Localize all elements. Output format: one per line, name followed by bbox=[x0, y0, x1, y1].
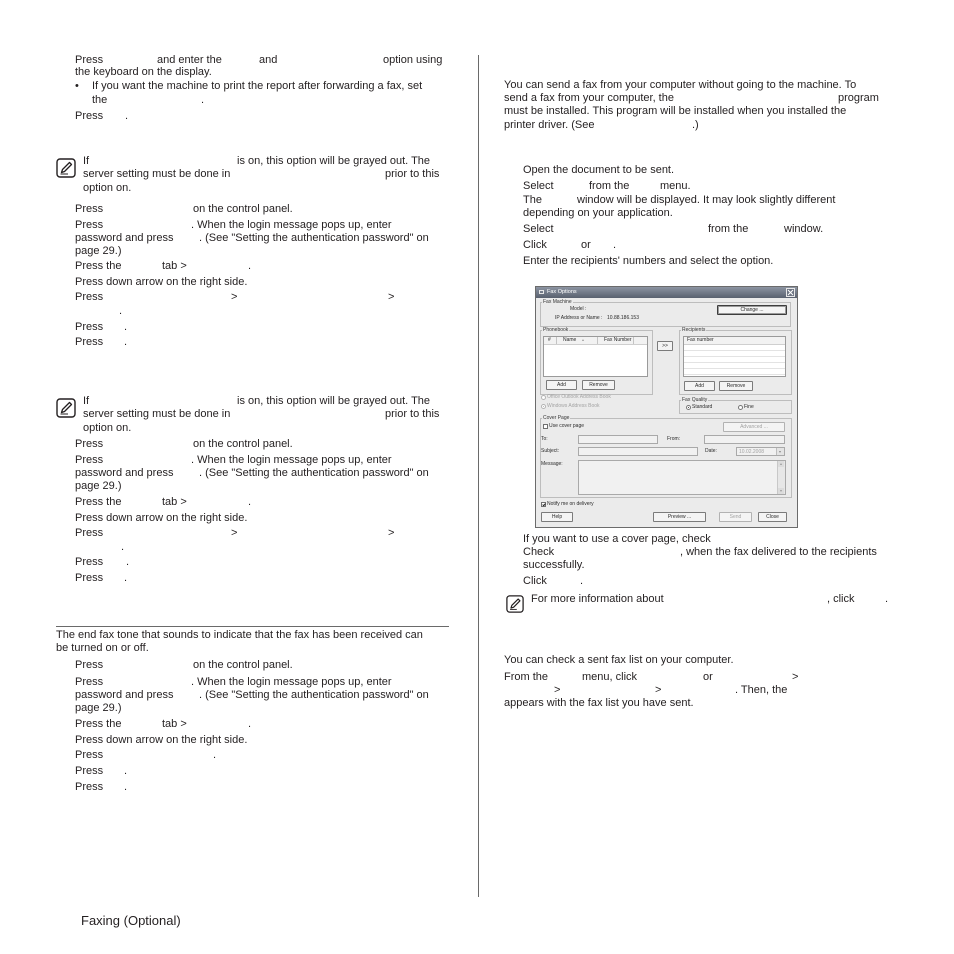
step-text: From the bbox=[504, 671, 549, 683]
intro-text: printer driver. (See bbox=[504, 119, 595, 131]
step-text: on the control panel. bbox=[193, 659, 293, 671]
phonebook-add-button[interactable]: Add bbox=[546, 380, 577, 390]
note-text: server setting must be done in bbox=[83, 168, 231, 180]
notify-on-delivery-label: Notify me on delivery bbox=[547, 501, 594, 507]
note-icon bbox=[56, 398, 76, 418]
step-text: . bbox=[248, 260, 252, 272]
bullet-text: If you want the machine to print the report after forwarding a fax, set bbox=[92, 80, 423, 92]
step-text: Open the document to be sent. bbox=[523, 164, 675, 176]
fax-options-dialog bbox=[535, 286, 798, 528]
step-text: Press bbox=[75, 527, 104, 539]
step-text: Press bbox=[75, 291, 104, 303]
step-text: Press down arrow on the right side. bbox=[75, 276, 248, 288]
recipients-rows bbox=[684, 345, 785, 376]
step-text: Press down arrow on the right side. bbox=[75, 734, 248, 746]
intro-text: program bbox=[838, 92, 879, 104]
note-text: server setting must be done in bbox=[83, 408, 231, 420]
recipients-list-header bbox=[684, 337, 785, 345]
column-header-number[interactable]: # bbox=[548, 337, 551, 343]
column-separator[interactable] bbox=[633, 337, 634, 344]
bullet: • bbox=[75, 80, 79, 92]
step-text: on the control panel. bbox=[193, 203, 293, 215]
step-text: or bbox=[703, 671, 713, 683]
step-text: Press the bbox=[75, 496, 122, 508]
column-divider bbox=[478, 55, 479, 897]
intro-text: be turned on or off. bbox=[56, 642, 149, 654]
step-text: password and press bbox=[75, 467, 174, 479]
step-text: from the bbox=[708, 223, 749, 235]
dialog-title: Fax Options bbox=[547, 289, 577, 295]
step-text: > bbox=[655, 684, 662, 696]
send-button[interactable]: Send bbox=[719, 512, 752, 522]
scroll-up-icon[interactable] bbox=[778, 461, 784, 467]
window-icon bbox=[539, 290, 544, 294]
step-text: Press bbox=[75, 321, 104, 333]
step-text: . (See "Setting the authentication password" on bbox=[199, 467, 429, 479]
to-field[interactable] bbox=[578, 435, 658, 444]
step-text: . bbox=[213, 749, 217, 761]
step-text: . When the login message pops up, enter bbox=[191, 219, 392, 231]
date-picker[interactable] bbox=[736, 447, 785, 456]
help-button[interactable]: Help bbox=[541, 512, 573, 522]
subject-field[interactable] bbox=[578, 447, 698, 456]
intro-text: .) bbox=[692, 119, 699, 131]
step-text: . bbox=[126, 556, 130, 568]
recipients-remove-button[interactable]: Remove bbox=[719, 381, 753, 391]
note-text: . bbox=[885, 593, 889, 605]
note-text: If bbox=[83, 155, 90, 167]
column-header-name[interactable]: Name bbox=[563, 337, 577, 343]
column-header-fax-number[interactable]: Fax Number bbox=[604, 337, 632, 343]
step-text: . (See "Setting the authentication password" on bbox=[199, 689, 429, 701]
step-text: . bbox=[580, 575, 584, 587]
recipients-label: Recipients bbox=[682, 327, 706, 333]
intro-text: send a fax from your computer, the bbox=[504, 92, 674, 104]
use-cover-page-label: Use cover page bbox=[549, 423, 585, 429]
step-text: Press bbox=[75, 454, 104, 466]
step-text: Press bbox=[75, 572, 104, 584]
ip-address-label: IP Address or Name : bbox=[555, 315, 603, 321]
step-text: > bbox=[792, 671, 799, 683]
note-text: For more information about bbox=[531, 593, 664, 605]
radio-standard-label: Standard bbox=[692, 404, 713, 410]
step-text: depending on your application. bbox=[523, 207, 673, 219]
step-text: . Then, the bbox=[735, 684, 788, 696]
step-text: password and press bbox=[75, 689, 174, 701]
step-text: page 29.) bbox=[75, 480, 122, 492]
step-text: > bbox=[554, 684, 561, 696]
message-label: Message: bbox=[541, 461, 563, 467]
note-icon bbox=[56, 158, 76, 178]
step-text: . bbox=[613, 239, 617, 251]
step-text: . bbox=[119, 305, 123, 317]
note-text: option on. bbox=[83, 422, 132, 434]
note-text: prior to this bbox=[385, 168, 440, 180]
close-icon[interactable] bbox=[786, 288, 795, 297]
message-field[interactable] bbox=[578, 460, 786, 495]
radio-fine-label: Fine bbox=[744, 404, 754, 410]
step-text: . bbox=[248, 718, 252, 730]
close-button[interactable]: Close bbox=[758, 512, 787, 522]
radio-fine[interactable] bbox=[738, 405, 743, 410]
step-text: > bbox=[231, 291, 238, 303]
step-text: Press bbox=[75, 749, 104, 761]
step-text: Press bbox=[75, 556, 104, 568]
step-text: Check bbox=[523, 546, 555, 558]
note-text: If bbox=[83, 395, 90, 407]
step-text: Click bbox=[523, 239, 547, 251]
step-text: Select bbox=[523, 180, 554, 192]
from-label: From: bbox=[667, 436, 681, 442]
subject-label: Subject: bbox=[541, 448, 560, 454]
advanced-button[interactable]: Advanced ... bbox=[723, 422, 785, 432]
date-label: Date: bbox=[705, 448, 717, 454]
intro-text: The end fax tone that sounds to indicate that the fax has been received can bbox=[56, 629, 423, 641]
step-text: appears with the fax list you have sent. bbox=[504, 697, 694, 709]
step-text: Enter the recipients' numbers and select the option. bbox=[523, 255, 774, 267]
use-cover-page-checkbox[interactable] bbox=[543, 424, 548, 429]
step-text: Press bbox=[75, 203, 104, 215]
step-text: Press the bbox=[75, 718, 122, 730]
step-text: menu, click bbox=[582, 671, 638, 683]
note-text: is on, this option will be grayed out. The bbox=[237, 395, 431, 407]
step-text: Press bbox=[75, 336, 104, 348]
step-text: tab > bbox=[162, 260, 187, 272]
step-text: Press bbox=[75, 219, 104, 231]
note-text: prior to this bbox=[385, 408, 440, 420]
step-text: on the control panel. bbox=[193, 438, 293, 450]
step-text: Press bbox=[75, 438, 104, 450]
step-text: . bbox=[125, 110, 129, 122]
chevron-down-icon[interactable] bbox=[776, 448, 784, 455]
step-text: password and press bbox=[75, 232, 174, 244]
step-text: Press bbox=[75, 765, 104, 777]
step-text: and bbox=[259, 54, 278, 66]
intro-text: You can send a fax from your computer without going to the machine. To bbox=[504, 79, 857, 91]
radio-standard[interactable] bbox=[686, 405, 691, 410]
note-text: , click bbox=[827, 593, 855, 605]
step-text: . (See "Setting the authentication password" on bbox=[199, 232, 429, 244]
intro-text: You can check a sent fax list on your computer. bbox=[504, 654, 734, 666]
step-text: window. bbox=[784, 223, 824, 235]
step-text: Press bbox=[75, 781, 104, 793]
step-text: . bbox=[124, 321, 128, 333]
step-text: menu. bbox=[660, 180, 691, 192]
recipients-add-button[interactable]: Add bbox=[684, 381, 715, 391]
scroll-down-icon[interactable] bbox=[778, 488, 784, 494]
step-text: and enter the bbox=[157, 54, 222, 66]
step-text: , when the fax delivered to the recipients bbox=[680, 546, 877, 558]
page-footer: Faxing (Optional) bbox=[81, 913, 181, 928]
date-value: 10.02.2008 bbox=[739, 449, 765, 455]
step-text: Press the bbox=[75, 260, 122, 272]
step-text: tab > bbox=[162, 496, 187, 508]
step-text: page 29.) bbox=[75, 702, 122, 714]
step-text: The bbox=[523, 194, 542, 206]
intro-text: must be installed. This program will be installed when you installed the bbox=[504, 105, 847, 117]
step-text: tab > bbox=[162, 718, 187, 730]
step-text: If you want to use a cover page, check bbox=[523, 533, 711, 545]
fax-machine-label: Fax Machine bbox=[543, 299, 572, 305]
ip-address-value: 10.88.186.153 bbox=[607, 315, 639, 321]
step-text: Press bbox=[75, 110, 104, 122]
notify-on-delivery-checkbox[interactable] bbox=[541, 502, 546, 507]
step-text: . bbox=[248, 496, 252, 508]
step-text: . bbox=[121, 541, 125, 553]
step-text: . When the login message pops up, enter bbox=[191, 454, 392, 466]
change-button[interactable]: Change ... bbox=[717, 305, 787, 315]
column-header-fax-number[interactable]: Fax number bbox=[687, 337, 714, 343]
section-divider bbox=[56, 626, 449, 627]
from-field[interactable] bbox=[704, 435, 785, 444]
step-text: . bbox=[124, 336, 128, 348]
step-text: the keyboard on the display. bbox=[75, 66, 212, 78]
model-label: Model : bbox=[570, 306, 587, 312]
note-text: option on. bbox=[83, 182, 132, 194]
step-text: window will be displayed. It may look slightly different bbox=[577, 194, 836, 206]
step-text: Click bbox=[523, 575, 547, 587]
step-text: > bbox=[231, 527, 238, 539]
step-text: > bbox=[388, 527, 395, 539]
phonebook-label: Phonebook bbox=[543, 327, 569, 333]
recipients-list[interactable] bbox=[683, 336, 786, 377]
step-text: successfully. bbox=[523, 559, 585, 571]
step-text: Press bbox=[75, 54, 104, 66]
radio-outlook-label: Office Outlook Address Book bbox=[547, 394, 611, 400]
cover-page-label: Cover Page bbox=[543, 415, 570, 421]
column-separator[interactable] bbox=[597, 337, 598, 344]
step-text: Press bbox=[75, 659, 104, 671]
step-text: Select bbox=[523, 223, 554, 235]
bullet-text: the bbox=[92, 94, 108, 106]
step-text: . bbox=[124, 781, 128, 793]
phonebook-list-header bbox=[544, 337, 647, 345]
fax-quality-label: Fax Quality bbox=[682, 397, 708, 403]
radio-outlook-address-book[interactable] bbox=[541, 395, 546, 400]
radio-windows-address-book[interactable] bbox=[541, 404, 546, 409]
column-separator[interactable] bbox=[556, 337, 557, 344]
phonebook-list[interactable] bbox=[543, 336, 648, 377]
phonebook-remove-button[interactable]: Remove bbox=[582, 380, 615, 390]
step-text: . bbox=[124, 765, 128, 777]
step-text: Press bbox=[75, 676, 104, 688]
step-text: or bbox=[581, 239, 591, 251]
step-text: from the bbox=[589, 180, 630, 192]
step-text: . When the login message pops up, enter bbox=[191, 676, 392, 688]
preview-button[interactable]: Preview ... bbox=[653, 512, 706, 522]
step-text: > bbox=[388, 291, 395, 303]
step-text: . bbox=[124, 572, 128, 584]
message-scrollbar[interactable] bbox=[777, 461, 785, 494]
bullet-text: . bbox=[201, 94, 205, 106]
sort-arrow-icon bbox=[582, 339, 584, 341]
note-text: is on, this option will be grayed out. The bbox=[237, 155, 431, 167]
dialog-title-bar[interactable] bbox=[536, 287, 797, 298]
radio-windows-label: Windows Address Book bbox=[547, 403, 600, 409]
note-icon bbox=[506, 595, 524, 613]
to-label: To: bbox=[541, 436, 548, 442]
add-to-recipients-button[interactable]: >> bbox=[657, 341, 673, 351]
step-text: Press down arrow on the right side. bbox=[75, 512, 248, 524]
step-text: option using bbox=[383, 54, 443, 66]
step-text: page 29.) bbox=[75, 245, 122, 257]
